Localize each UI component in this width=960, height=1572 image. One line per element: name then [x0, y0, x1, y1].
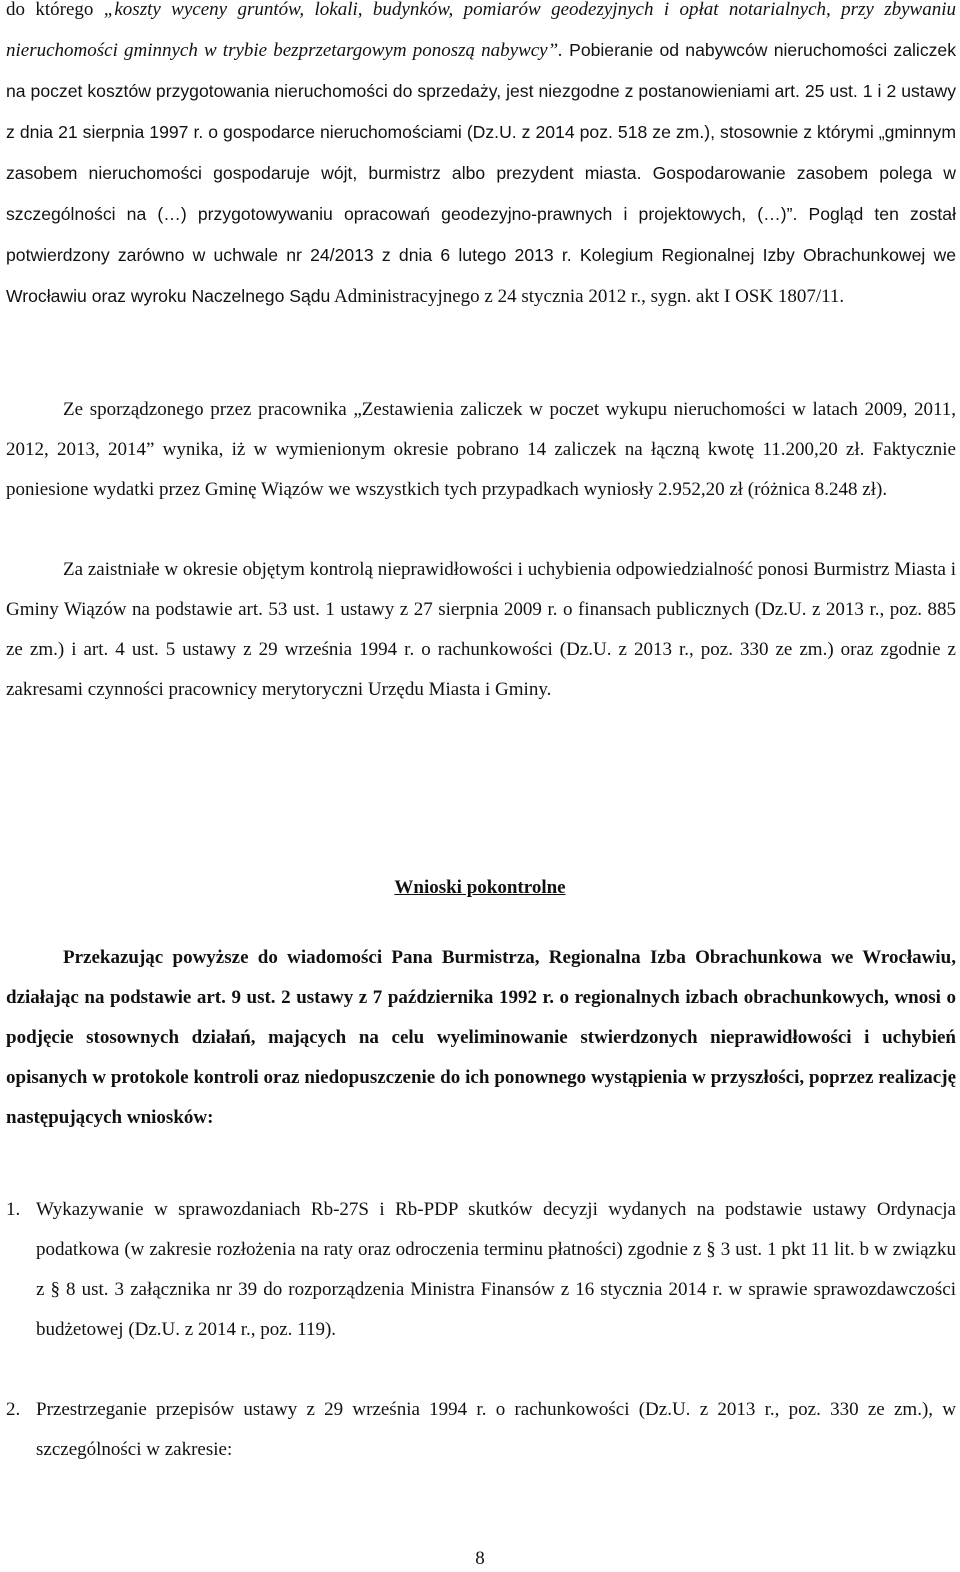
quoted-regulation: „koszty wyceny gruntów, lokali, budynków, pomiarów geodezyjnych i opłat notarialnych, przy zbywaniu nieruchomości gminnych w trybie bezprzetargowym ponoszą nabywcy”. — [6, 0, 956, 61]
list-item-text: Przestrzeganie przepisów ustawy z 29 września 1994 r. o rachunkowości (Dz.U. z 2013 r., poz. 330 ze zm.), w szczególności w zakresie: — [36, 1399, 956, 1460]
list-item-text: Wykazywanie w sprawozdaniach Rb-27S i Rb-PDP skutków decyzji wydanych na podstawie ustawy Ordynacja podatkowa (w zakresie rozłożenia na raty oraz odroczenia terminu płatności) zgodnie z § 3 ust. 1 pkt 11 lit. b w związku z § 8 ust. 3 załącznika nr 39 do rozporządzenia Ministra Finansów z 16 stycznia 2014 r. w sprawie sprawozdawczości budżetowej (Dz.U. z 2014 r., poz. 119). — [36, 1199, 956, 1340]
section-heading: Wnioski pokontrolne — [394, 877, 566, 898]
list-item-number: 1. — [6, 1199, 21, 1220]
paragraph-advance-payments — [6, 0, 956, 317]
list-item-number: 2. — [6, 1399, 21, 1420]
paragraph-lead-in: do którego — [6, 0, 104, 20]
page-number: 8 — [475, 1548, 485, 1569]
paragraph-advances-summary: Ze sporządzonego przez pracownika „Zestawienia zaliczek w poczet wykupu nieruchomości w latach 2009, 2011, 2012, 2013, 2014” wynika, iż w wymienionym okresie pobrano 14 zaliczek na łączną kwotę 11.200,20 zł. Faktycznie poniesione wydatki przez Gminę Wiązów we wszystkich tych przypadkach wyniosły 2.952,20 zł (różnica 8.248 zł). — [6, 399, 956, 500]
court-ruling-reference: Administracyjnego z 24 stycznia 2012 r., sygn. akt I OSK 1807/11. — [334, 286, 845, 307]
list-item — [6, 1390, 956, 1470]
list-item — [6, 1190, 956, 1350]
paragraph-responsibility: Za zaistniałe w okresie objętym kontrolą nieprawidłowości i uchybienia odpowiedzialność ponosi Burmistrz Miasta i Gminy Wiązów na podstawie art. 53 ust. 1 ustawy z 27 sierpnia 2009 r. o finansach publicznych (Dz.U. z 2013 r., poz. 885 ze zm.) i art. 4 ust. 5 ustawy z 29 września 1994 r. o rachunkowości (Dz.U. z 2013 r., poz. 330 ze zm.) oraz zgodnie z zakresami czynności pracownicy merytoryczni Urzędu Miasta i Gminy. — [6, 559, 956, 700]
legal-analysis-text: Pobieranie od nabywców nieruchomości zaliczek na poczet kosztów przygotowania nieruchomości do sprzedaży, jest niezgodne z postanowieniami art. 25 ust. 1 i 2 ustawy z dnia 21 sierpnia 1997 r. o gospodarce nieruchomościami (Dz.U. z 2014 poz. 518 ze zm.), stosownie z którymi „gminnym zasobem nieruchomości gospodaruje wójt, burmistrz albo prezydent miasta. Gospodarowanie zasobem polega w szczególności na (…) przygotowywaniu opracowań geodezyjno-prawnych i projektowych, (…)”. Pogląd ten został potwierdzony zarówno w uchwale nr 24/2013 z dnia 6 lutego 2013 r. Kolegium Regionalnej Izby Obrachunkowej we Wrocławiu oraz wyroku Naczelnego Sądu — [6, 40, 956, 306]
conclusions-intro: Przekazując powyższe do wiadomości Pana Burmistrza, Regionalna Izba Obrachunkowa we Wrocławiu, działając na podstawie art. 9 ust. 2 ustawy z 7 października 1992 r. o regionalnych izbach obrachunkowych, wnosi o podjęcie stosownych działań, mających na celu wyeliminowanie stwierdzonych nieprawidłowości i uchybień opisanych w protokole kontroli oraz niedopuszczenie do ich ponownego wystąpienia w przyszłości, poprzez realizację następujących wniosków: — [6, 947, 956, 1128]
